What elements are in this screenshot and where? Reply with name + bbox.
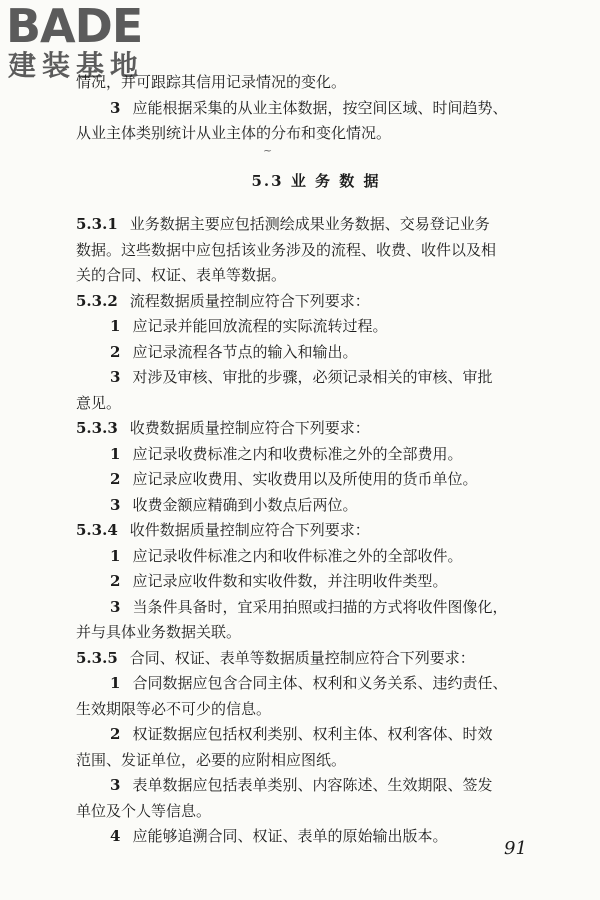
- clause-number: 5.3.3: [76, 419, 118, 437]
- text-line: [76, 96, 556, 122]
- clause-number: 5.3.1: [76, 215, 118, 233]
- clause-text: 应能够追溯合同、权证、表单的原始输出版本。: [132, 827, 448, 845]
- text-line: [76, 121, 556, 147]
- clause-text: 应记录并能回放流程的实际流转过程。: [132, 317, 388, 335]
- text-line: [76, 493, 556, 519]
- text-line: [76, 722, 556, 748]
- text-line: [76, 646, 556, 672]
- clause-text: 应记录应收件数和实收件数，并注明收件类型。: [132, 572, 448, 590]
- logo-subtitle: 建装基地: [8, 49, 145, 82]
- clause-text: 从业主体类别统计从业主体的分布和变化情况。: [76, 124, 392, 142]
- text-line: [76, 238, 556, 264]
- text-line: [76, 289, 556, 315]
- clause-text: 流程数据质量控制应符合下列要求：: [129, 291, 370, 310]
- clause-number: 3: [110, 98, 121, 117]
- clause-number: 3: [110, 776, 121, 794]
- text-line: [76, 70, 556, 96]
- clause-text: 应记录收件标准之内和收件标准之外的全部收件。: [132, 546, 463, 565]
- text-line: [76, 365, 556, 391]
- clause-text: 权证数据应包括权利类别、权利主体、权利客体、时效: [132, 725, 493, 743]
- logo-wordmark: BADE: [6, 0, 143, 53]
- text-line: [76, 799, 556, 825]
- intro-block: [76, 70, 556, 147]
- clause-number: 2: [110, 342, 121, 361]
- text-line: [76, 773, 556, 799]
- text-line: [76, 620, 556, 646]
- section-heading: 5.3 业 务 数 据: [251, 171, 381, 190]
- text-line: [76, 263, 556, 289]
- clause-number: 5.3.2: [76, 291, 118, 310]
- clause-number: 1: [110, 546, 121, 565]
- clause-text: 应记录收费标准之内和收费标准之外的全部费用。: [132, 444, 463, 463]
- clause-text: 生效期限等必不可少的信息。: [76, 699, 272, 718]
- text-line: [76, 391, 556, 417]
- clause-text: 范围、发证单位，必要的应附相应图纸。: [76, 750, 347, 769]
- clause-text: 意见。: [76, 393, 122, 412]
- clause-text: 合同数据应包含合同主体、权利和义务关系、违约责任、: [132, 674, 508, 692]
- text-line: [76, 212, 556, 238]
- text-line: [76, 518, 556, 544]
- clause-number: 2: [110, 572, 121, 590]
- clause-number: 5.3.5: [76, 648, 118, 667]
- clause-number: 1: [110, 317, 121, 335]
- text-line: [76, 824, 556, 850]
- clause-text: 收件数据质量控制应符合下列要求：: [129, 521, 370, 539]
- clause-number: 3: [110, 597, 121, 616]
- clause-text: 单位及个人等信息。: [76, 801, 212, 820]
- clause-text: 当条件具备时，宜采用拍照或扫描的方式将收件图像化，: [132, 597, 508, 616]
- clause-text: 收费金额应精确到小数点后两位。: [132, 495, 358, 514]
- clause-text: 情况，并可跟踪其信用记录情况的变化。: [76, 73, 347, 91]
- text-line: [76, 467, 556, 493]
- text-line: [76, 671, 556, 697]
- scan-mark: ~: [263, 144, 273, 157]
- text-line: [76, 416, 556, 442]
- clause-text: 应记录应收费用、实收费用以及所使用的货币单位。: [132, 470, 478, 488]
- clause-number: 1: [110, 674, 121, 692]
- text-line: [76, 697, 556, 723]
- clause-text: 数据。这些数据中应包括该业务涉及的流程、收费、收件以及相: [76, 240, 497, 259]
- clause-text: 收费数据质量控制应符合下列要求：: [129, 419, 370, 437]
- page-number: 91: [504, 838, 527, 859]
- clause-number: 1: [110, 444, 121, 463]
- clause-text: 并与具体业务数据关联。: [76, 623, 242, 641]
- clause-text: 应记录流程各节点的输入和输出。: [132, 342, 358, 361]
- text-line: [76, 544, 556, 570]
- clause-number: 3: [110, 368, 121, 386]
- text-line: [76, 442, 556, 468]
- clause-number: 5.3.4: [76, 521, 118, 539]
- text-line: [76, 314, 556, 340]
- text-line: [76, 569, 556, 595]
- text-line: [76, 340, 556, 366]
- clause-text: 对涉及审核、审批的步骤，必须记录相关的审核、审批: [132, 368, 493, 386]
- clause-text: 业务数据主要应包括测绘成果业务数据、交易登记业务: [129, 215, 490, 233]
- clause-number: 4: [110, 827, 121, 845]
- clause-text: 合同、权证、表单等数据质量控制应符合下列要求：: [129, 648, 475, 667]
- section-body: [76, 212, 556, 850]
- clause-text: 应能根据采集的从业主体数据，按空间区域、时间趋势、: [132, 98, 508, 117]
- document-page: [76, 70, 556, 850]
- clause-number: 2: [110, 725, 121, 743]
- clause-number: 2: [110, 470, 121, 488]
- text-line: [76, 748, 556, 774]
- clause-text: 表单数据应包括表单类别、内容陈述、生效期限、签发: [132, 776, 493, 794]
- clause-text: 关的合同、权证、表单等数据。: [76, 266, 287, 284]
- clause-number: 3: [110, 495, 121, 514]
- text-line: [76, 595, 556, 621]
